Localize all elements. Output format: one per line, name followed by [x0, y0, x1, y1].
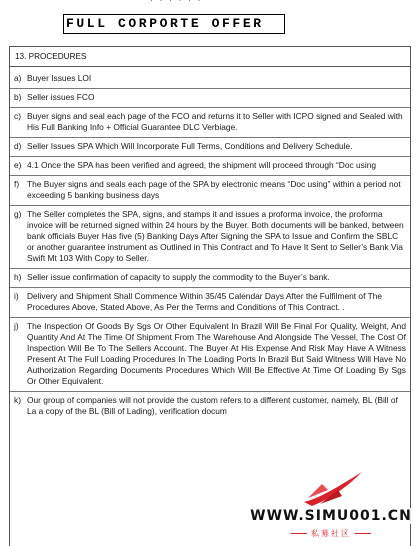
item-text: The Inspection Of Goods By Sgs Or Other Equivalent In Brazil Will Be Final For Quality, Weight, And Quantity And At The Time Of Shipment From The Warehouse And Alongside The Vessel, The Cost Of Inspection Will Be To The Sellers Account. The Buyer At His Expense And Risk May Have A Witness Present At The Full Loading Procedures In The Loading Ports In Brazil But Said Witness Will Have No Authorization Regarding Documents Procedures Which Will Be Effective At Time Of Loading By Sgs Or Other Equivalent.	[27, 321, 406, 386]
item-text: Seller issues FCO	[27, 92, 95, 102]
procedure-item	[10, 70, 410, 89]
procedure-item	[10, 269, 410, 288]
procedure-item	[10, 206, 410, 269]
item-letter: a)	[14, 73, 22, 83]
procedure-list	[10, 67, 410, 421]
item-letter: h)	[14, 272, 22, 282]
item-letter: e)	[14, 160, 22, 170]
item-letter: g)	[14, 209, 22, 219]
item-letter: d)	[14, 141, 22, 151]
item-text: The Seller completes the SPA, signs, and stamps it and issues a proforma invoice, the proforma invoice will be returned signed within 24 hours by the Buyer. Both documents will be banked, between bank officials Buyer Has five (5) Banking Days After Signing the SPA to Issue and Confirm the SBLC or another guarantee instrument as Outlined in This Contract and To Have It Sent to Seller’s Bank Via Swift Mt 103 With Copy to Seller.	[27, 209, 404, 263]
item-text: 4.1 Once the SPA has been verified and agreed, the shipment will proceed through “Doc using	[27, 160, 377, 170]
item-letter: f)	[14, 179, 20, 189]
rocket-logo-icon	[298, 468, 368, 508]
procedure-item	[10, 318, 410, 392]
procedure-item	[10, 288, 410, 318]
item-letter: b)	[14, 92, 22, 102]
item-text: Seller issue confirmation of capacity to supply the commodity to the Buyer’s bank.	[27, 272, 330, 282]
procedure-item	[10, 108, 410, 138]
procedure-item	[10, 89, 410, 108]
procedure-item	[10, 392, 410, 421]
procedure-item	[10, 176, 410, 206]
item-letter: c)	[14, 111, 21, 121]
item-text: The Buyer signs and seals each page of the SPA by electronic means “Doc using” within a period not exceeding 5 banking business days	[27, 179, 401, 200]
item-text: Buyer Issues LOI	[27, 73, 92, 83]
document-title: FULL CORPORTE OFFER	[63, 14, 285, 34]
section-heading: 13. PROCEDURES	[10, 47, 410, 67]
watermark-subtitle: 私募社区	[286, 528, 376, 539]
watermark-url: WWW.SIMU001.CN	[246, 508, 416, 524]
site-watermark	[246, 468, 416, 544]
procedure-item	[10, 157, 410, 176]
procedure-item	[10, 138, 410, 157]
item-text: Buyer signs and seal each page of the FCO and returns it to Seller with ICPO signed and Sealed with His Full Banking Info + Official Guarantee DLC Verbiage.	[27, 111, 403, 132]
item-text: Seller Issues SPA Which Will Incorporate Full Terms, Conditions and Delivery Schedule.	[27, 141, 353, 151]
item-letter: i)	[14, 291, 19, 301]
item-text: Our group of companies will not provide the custom refers to a different customer, namely, BL (Bill of La a copy of the BL (Bill of Lading), verification docum	[27, 395, 398, 416]
item-letter: j)	[14, 321, 19, 331]
item-text: Delivery and Shipment Shall Commence Within 35/45 Calendar Days After the Fulfilment of The Procedures Above, Stated Above, As Per the Terms and Conditions of This Contract. .	[27, 291, 383, 312]
previous-page-edge: · · · · · ·	[150, 0, 203, 5]
item-letter: k)	[14, 395, 21, 405]
